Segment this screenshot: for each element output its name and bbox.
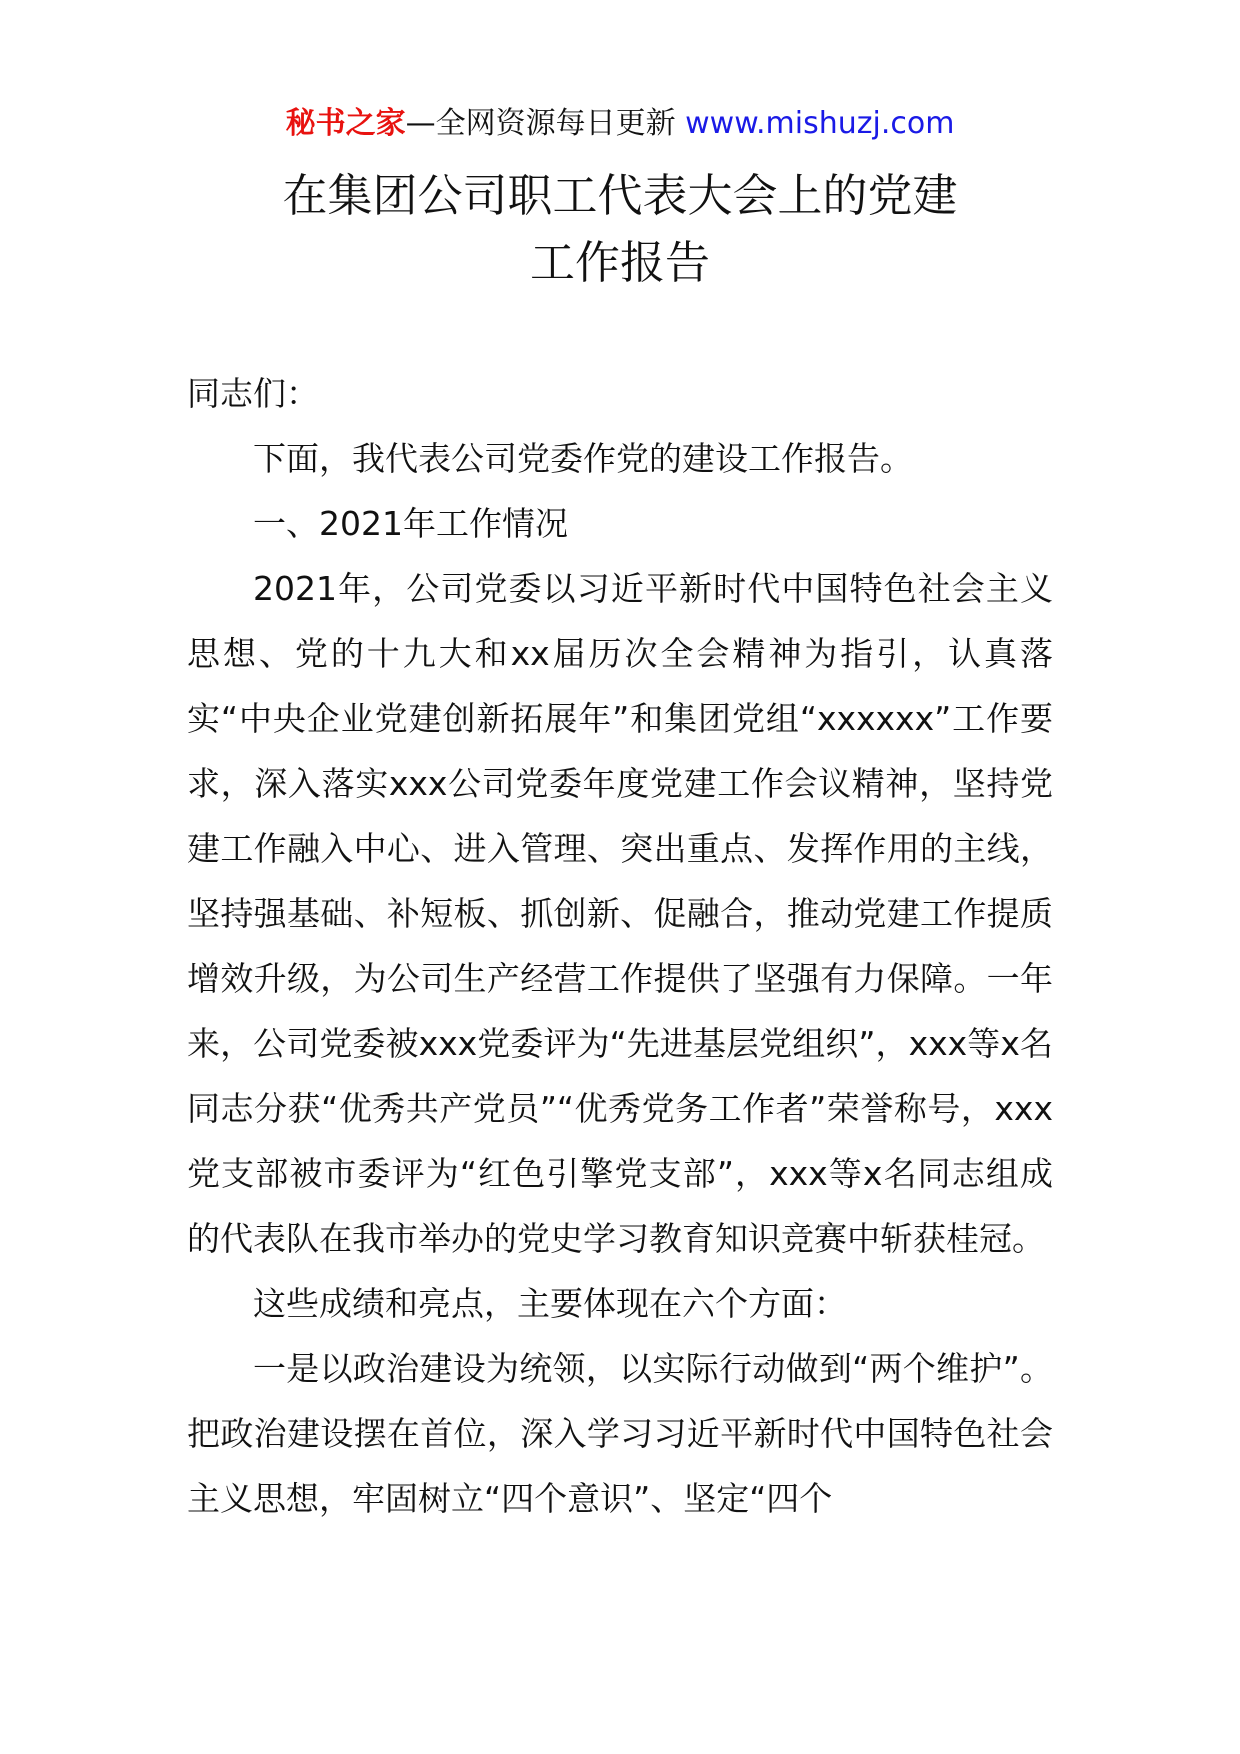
section-heading: 一、2021年工作情况 xyxy=(253,504,568,543)
salutation: 同志们： xyxy=(187,374,319,413)
paragraph-political: 一是以政治建设为统领，以实际行动做到“两个维护”。把政治建设摆在首位，深入学习习近平新时代中国特色社会主义思想，牢固树立“四个意识”、坚定“四个 xyxy=(187,1349,1053,1518)
paragraph-aspects: 这些成绩和亮点，主要体现在六个方面： xyxy=(253,1284,847,1323)
site-header xyxy=(0,102,1240,146)
header-slogan: —全网资源每日更新 xyxy=(405,106,676,141)
paragraph-summary: 2021年，公司党委以习近平新时代中国特色社会主义思想、党的十九大和xx届历次全会精神为指引，认真落实“中央企业党建创新拓展年”和集团党组“xxxxxx”工作要求，深入落实xxx公司党委年度党建工作会议精神，坚持党建工作融入中心、进入管理、突出重点、发挥作用的主线，坚持强基础、补短板、抓创新、促融合，推动党建工作提质增效升级，为公司生产经营工作提供了坚强有力保障。一年来，公司党委被xxx党委评为“先进基层党组织”，xxx等x名同志分获“优秀共产党员”“优秀党务工作者”荣誉称号，xxx党支部被市委评为“红色引擎党支部”，xxx等x名同志组成的代表队在我市举办的党史学习教育知识竞赛中斩获桂冠。 xyxy=(187,569,1053,1258)
brand-name: 秘书之家 xyxy=(285,106,406,141)
doc-title-line-1: 在集团公司职工代表大会上的党建 xyxy=(282,169,958,222)
doc-body xyxy=(187,361,1053,1531)
paragraph-intro: 下面，我代表公司党委作党的建设工作报告。 xyxy=(253,439,913,478)
doc-title-line-2: 工作报告 xyxy=(529,236,710,289)
site-url[interactable]: www.mishuzj.com xyxy=(685,106,955,141)
